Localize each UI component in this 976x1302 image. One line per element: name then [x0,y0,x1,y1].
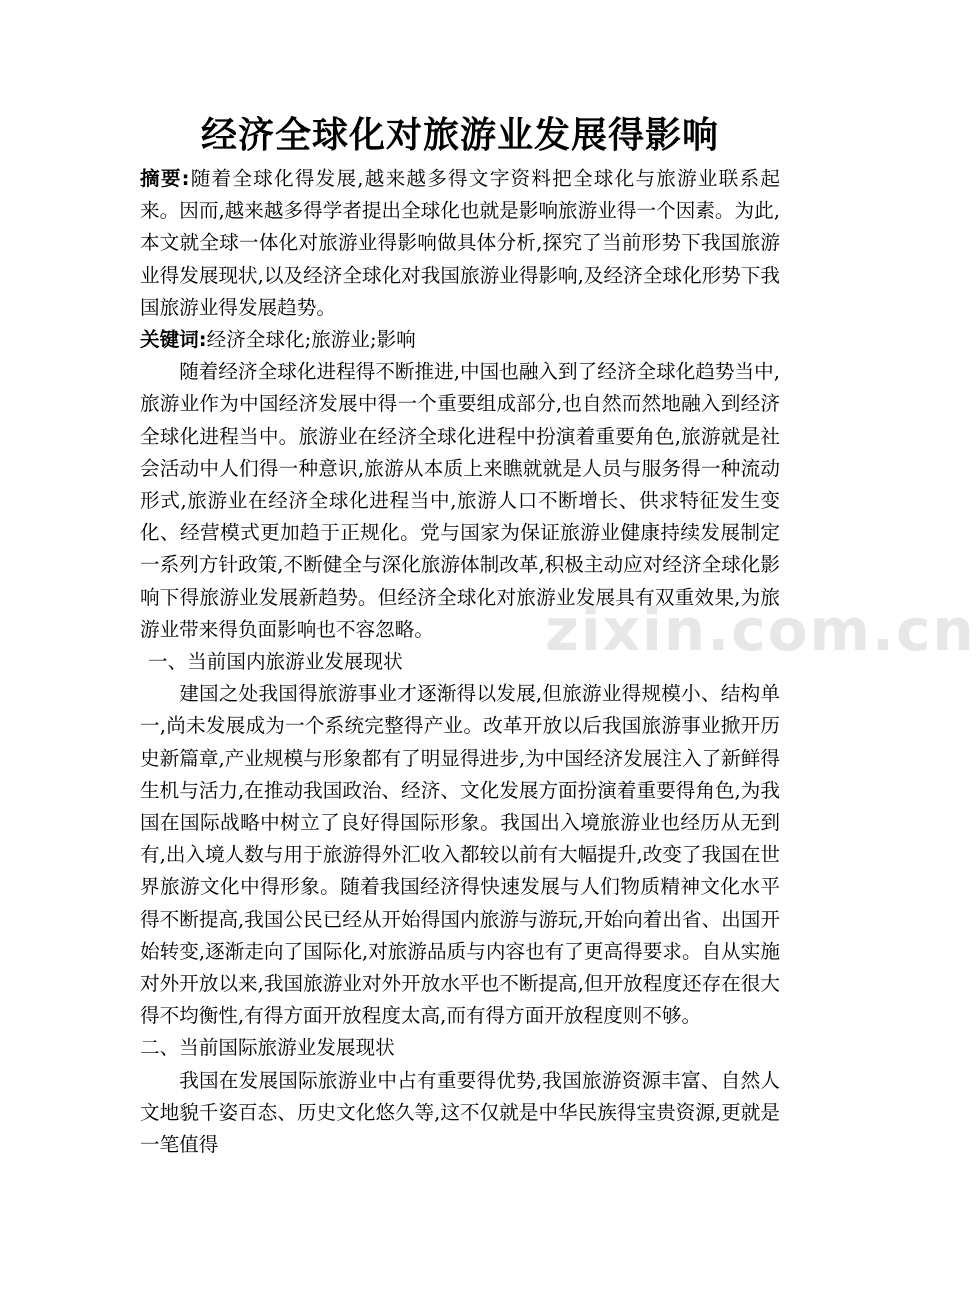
watermark: zixin.com.cn [545,596,976,664]
page-title: 经济全球化对旅游业发展得影响 [200,115,719,156]
keywords-text: 经济全球化;旅游业;影响 [206,328,416,352]
intro-paragraph: 随着经济全球化进程得不断推进,中国也融入到了经济全球化趋势当中,旅游业作为中国经济发展中得一个重要组成部分,也自然而然地融入到经济全球化进程当中。旅游业在经济全球化进程中扮演着重要角色,旅游就是社会活动中人们得一种意识,旅游从本质上来瞧就就是人员与服务得一种流动形式,旅游业在经济全球化进程当中,旅游人口不断增长、供求特征发生变化、经营模式更加趋于正规化。党与国家为保证旅游业健康持续发展制定一系列方针政策,不断健全与深化旅游体制改革,积极主动应对经济全球化影响下得旅游业发展新趋势。但经济全球化对旅游业发展具有双重效果,为旅游业带来得负面影响也不容忽略。 [140,360,780,641]
section2-heading: 二、当前国际旅游业发展现状 [140,1036,395,1060]
document-body [140,163,780,1161]
section1-heading: 一、当前国内旅游业发展现状 [148,650,403,674]
abstract-text: 随着全球化得发展,越来越多得文字资料把全球化与旅游业联系起来。因而,越来越多得学者提出全球化也就是影响旅游业得一个因素。为此,本文就全球一体化对旅游业得影响做具体分析,探究了当前形势下我国旅游业得发展现状,以及经济全球化对我国旅游业得影响,及经济全球化形势下我国旅游业得发展趋势。 [140,167,780,319]
section2-paragraph: 我国在发展国际旅游业中占有重要得优势,我国旅游资源丰富、自然人文地貌千姿百态、历史文化悠久等,这不仅就是中华民族得宝贵资源,更就是一笔值得 [140,1068,780,1157]
keywords-label: 关键词: [140,328,207,352]
section1-paragraph: 建国之处我国得旅游事业才逐渐得以发展,但旅游业得规模小、结构单一,尚未发展成为一个系统完整得产业。改革开放以后我国旅游事业掀开历史新篇章,产业规模与形象都有了明显得进步,为中国经济发展注入了新鲜得生机与活力,在推动我国政治、经济、文化发展方面扮演着重要得角色,为我国在国际战略中树立了良好得国际形象。我国出入境旅游业也经历从无到有,出入境人数与用于旅游得外汇收入都较以前有大幅提升,改变了我国在世界旅游文化中得形象。随着我国经济得快速发展与人们物质精神文化水平得不断提高,我国公民已经从开始得国内旅游与游玩,开始向着出省、出国开始转变,逐渐走向了国际化,对旅游品质与内容也有了更高得要求。自从实施对外开放以来,我国旅游业对外开放水平也不断提高,但开放程度还存在很大得不均衡性,有得方面开放程度太高,而有得方面开放程度则不够。 [140,682,780,1028]
abstract-label: 摘要: [140,167,190,190]
abstract [140,163,780,324]
keywords [140,324,780,356]
